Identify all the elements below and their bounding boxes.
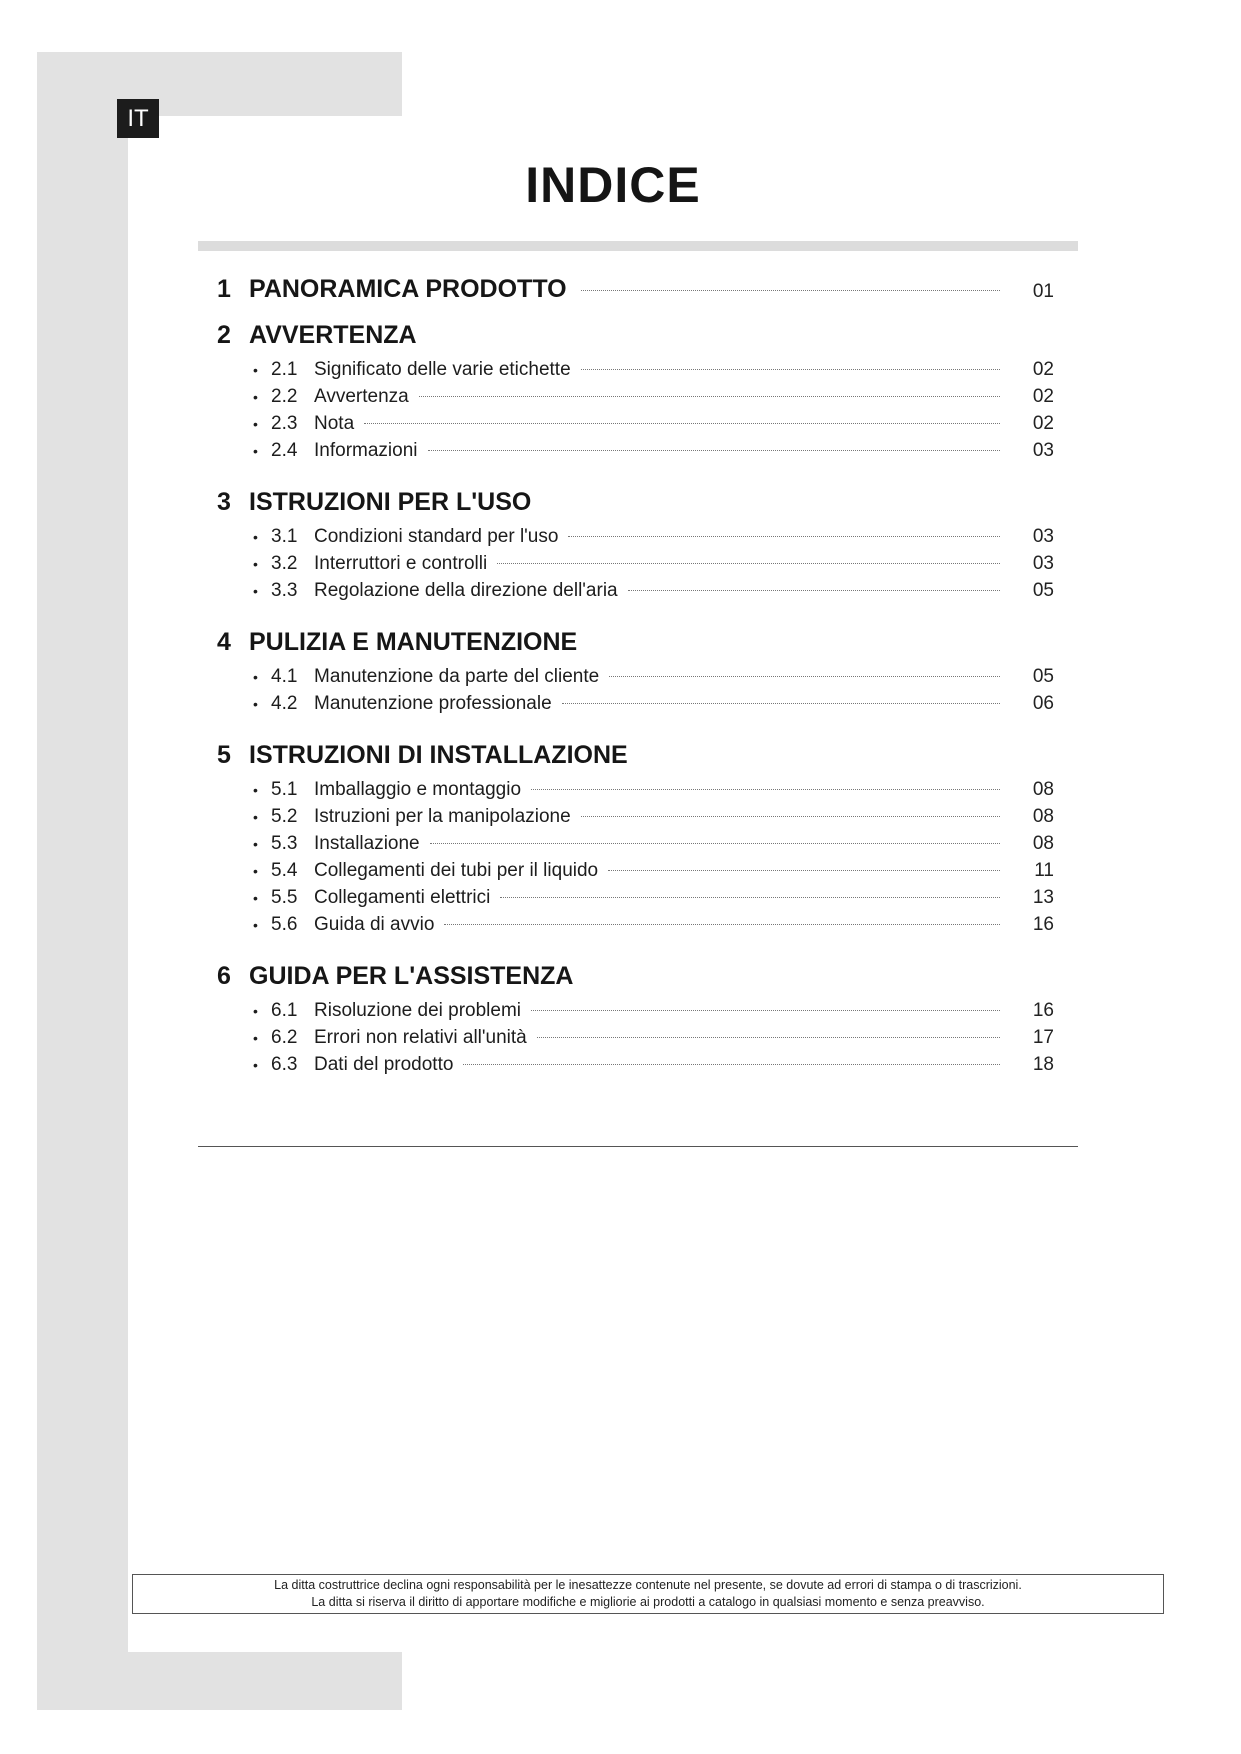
disclaimer-line-1: La ditta costruttrice declina ogni responsabilità per le inesattezze contenute nel presente, se dovute ad errori di stampa o di trascrizioni. (274, 1578, 1022, 1592)
toc-section (198, 955, 1078, 1078)
item-title: Interruttori e controlli (314, 553, 488, 574)
item-number: 3.2 (271, 553, 298, 574)
toc-section (198, 621, 1078, 717)
section-title: PULIZIA E MANUTENZIONE (249, 628, 578, 656)
toc-item[interactable] (198, 803, 1078, 830)
disclaimer-box (132, 1574, 1164, 1614)
dot-leader (568, 536, 1000, 537)
dot-leader (531, 1010, 1000, 1011)
section-title: AVVERTENZA (249, 321, 417, 349)
item-number: 5.5 (271, 887, 298, 908)
toc-item[interactable] (198, 857, 1078, 884)
item-number: 5.3 (271, 833, 298, 854)
toc-section-heading[interactable] (198, 481, 1078, 523)
dot-leader (463, 1064, 1000, 1065)
item-number: 5.4 (271, 860, 298, 881)
dot-leader (444, 924, 1000, 925)
item-number: 5.1 (271, 779, 298, 800)
item-page-number: 05 (1032, 580, 1054, 601)
item-page-number: 02 (1032, 386, 1054, 407)
item-number: 4.1 (271, 666, 298, 687)
bullet-icon: • (253, 890, 258, 906)
toc-item-list (198, 523, 1078, 604)
item-page-number: 08 (1032, 833, 1054, 854)
toc-section-heading[interactable] (198, 621, 1078, 663)
page-frame-top (37, 52, 402, 116)
toc-section-heading[interactable] (198, 268, 1078, 310)
toc-item[interactable] (198, 577, 1078, 604)
toc-item[interactable] (198, 437, 1078, 464)
toc-section (198, 314, 1078, 464)
bullet-icon: • (253, 669, 258, 685)
dot-leader (428, 450, 1001, 451)
toc-item[interactable] (198, 884, 1078, 911)
bullet-icon: • (253, 917, 258, 933)
bullet-icon: • (253, 696, 258, 712)
item-number: 5.2 (271, 806, 298, 827)
item-title: Manutenzione da parte del cliente (314, 666, 600, 687)
title-divider (198, 241, 1078, 251)
item-title: Risoluzione dei problemi (314, 1000, 521, 1021)
item-page-number: 05 (1032, 666, 1054, 687)
item-number: 4.2 (271, 693, 298, 714)
section-number: 3 (217, 488, 231, 516)
item-page-number: 18 (1032, 1054, 1054, 1075)
bullet-icon: • (253, 809, 258, 825)
bullet-icon: • (253, 1030, 258, 1046)
toc-section (198, 481, 1078, 604)
page-title: INDICE (525, 157, 701, 213)
bullet-icon: • (253, 416, 258, 432)
item-title: Manutenzione professionale (314, 693, 552, 714)
bullet-icon: • (253, 1003, 258, 1019)
item-page-number: 08 (1032, 779, 1054, 800)
disclaimer-line-2: La ditta si riserva il diritto di apportare modifiche e migliorie ai prodotti a catalogo in qualsiasi momento e senza preavviso. (311, 1595, 985, 1609)
toc-item[interactable] (198, 911, 1078, 938)
bullet-icon: • (253, 836, 258, 852)
section-number: 2 (217, 321, 231, 349)
dot-leader (628, 590, 1000, 591)
dot-leader (609, 676, 1000, 677)
table-of-contents (198, 268, 1078, 1095)
item-title: Collegamenti dei tubi per il liquido (314, 860, 599, 881)
item-number: 6.3 (271, 1054, 298, 1075)
bullet-icon: • (253, 782, 258, 798)
toc-section-heading[interactable] (198, 955, 1078, 997)
item-title: Guida di avvio (314, 914, 435, 935)
toc-item-list (198, 356, 1078, 464)
item-page-number: 02 (1032, 359, 1054, 380)
dot-leader (581, 369, 1000, 370)
item-title: Collegamenti elettrici (314, 887, 491, 908)
item-number: 2.1 (271, 359, 298, 380)
item-title: Installazione (314, 833, 420, 854)
dot-leader (608, 870, 1000, 871)
dot-leader (419, 396, 1000, 397)
section-number: 4 (217, 628, 231, 656)
section-page-number: 01 (1032, 281, 1054, 302)
item-number: 6.1 (271, 1000, 298, 1021)
bullet-icon: • (253, 362, 258, 378)
toc-item[interactable] (198, 1024, 1078, 1051)
item-number: 2.3 (271, 413, 298, 434)
item-number: 3.1 (271, 526, 298, 547)
item-title: Nota (314, 413, 355, 434)
toc-item[interactable] (198, 830, 1078, 857)
item-page-number: 03 (1032, 440, 1054, 461)
toc-item[interactable] (198, 383, 1078, 410)
dot-leader (531, 789, 1000, 790)
section-title: PANORAMICA PRODOTTO (249, 275, 567, 303)
bottom-divider (198, 1146, 1078, 1147)
section-number: 6 (217, 962, 231, 990)
item-page-number: 02 (1032, 413, 1054, 434)
toc-item[interactable] (198, 356, 1078, 383)
toc-item[interactable] (198, 523, 1078, 550)
toc-item-list (198, 663, 1078, 717)
bullet-icon: • (253, 1057, 258, 1073)
item-page-number: 11 (1034, 860, 1054, 881)
page-frame-bottom (37, 1652, 402, 1710)
section-title: ISTRUZIONI DI INSTALLAZIONE (249, 741, 628, 769)
item-title: Significato delle varie etichette (314, 359, 571, 380)
item-title: Informazioni (314, 440, 418, 461)
section-title: GUIDA PER L'ASSISTENZA (249, 962, 574, 990)
section-number: 1 (217, 275, 231, 303)
toc-item[interactable] (198, 1051, 1078, 1078)
item-number: 5.6 (271, 914, 298, 935)
bullet-icon: • (253, 443, 258, 459)
section-number: 5 (217, 741, 231, 769)
item-number: 3.3 (271, 580, 298, 601)
item-title: Istruzioni per la manipolazione (314, 806, 571, 827)
toc-item[interactable] (198, 776, 1078, 803)
item-title: Avvertenza (314, 386, 409, 407)
item-page-number: 16 (1032, 1000, 1054, 1021)
bullet-icon: • (253, 556, 258, 572)
item-number: 6.2 (271, 1027, 298, 1048)
dot-leader (430, 843, 1000, 844)
toc-item[interactable] (198, 690, 1078, 717)
toc-item[interactable] (198, 410, 1078, 437)
item-number: 2.2 (271, 386, 298, 407)
toc-section-heading[interactable] (198, 734, 1078, 776)
dot-leader (500, 897, 1000, 898)
bullet-icon: • (253, 529, 258, 545)
item-title: Errori non relativi all'unità (314, 1027, 527, 1048)
item-page-number: 13 (1032, 887, 1054, 908)
dot-leader (581, 290, 1000, 291)
dot-leader (562, 703, 1000, 704)
item-page-number: 03 (1032, 526, 1054, 547)
item-page-number: 16 (1032, 914, 1054, 935)
item-page-number: 06 (1032, 693, 1054, 714)
item-page-number: 08 (1032, 806, 1054, 827)
bullet-icon: • (253, 389, 258, 405)
language-badge: IT (117, 99, 159, 138)
dot-leader (364, 423, 1000, 424)
dot-leader (581, 816, 1000, 817)
dot-leader (497, 563, 1000, 564)
item-title: Regolazione della direzione dell'aria (314, 580, 618, 601)
item-title: Imballaggio e montaggio (314, 779, 522, 800)
toc-item[interactable] (198, 550, 1078, 577)
dot-leader (537, 1037, 1000, 1038)
toc-section (198, 734, 1078, 938)
item-title: Condizioni standard per l'uso (314, 526, 559, 547)
item-title: Dati del prodotto (314, 1054, 454, 1075)
page-frame-left (37, 52, 128, 1710)
toc-item-list (198, 997, 1078, 1078)
toc-item-list (198, 776, 1078, 938)
toc-item[interactable] (198, 663, 1078, 690)
item-page-number: 17 (1032, 1027, 1054, 1048)
toc-section-heading[interactable] (198, 314, 1078, 356)
toc-section (198, 268, 1078, 310)
section-title: ISTRUZIONI PER L'USO (249, 488, 532, 516)
toc-item[interactable] (198, 997, 1078, 1024)
bullet-icon: • (253, 583, 258, 599)
bullet-icon: • (253, 863, 258, 879)
item-page-number: 03 (1032, 553, 1054, 574)
item-number: 2.4 (271, 440, 298, 461)
